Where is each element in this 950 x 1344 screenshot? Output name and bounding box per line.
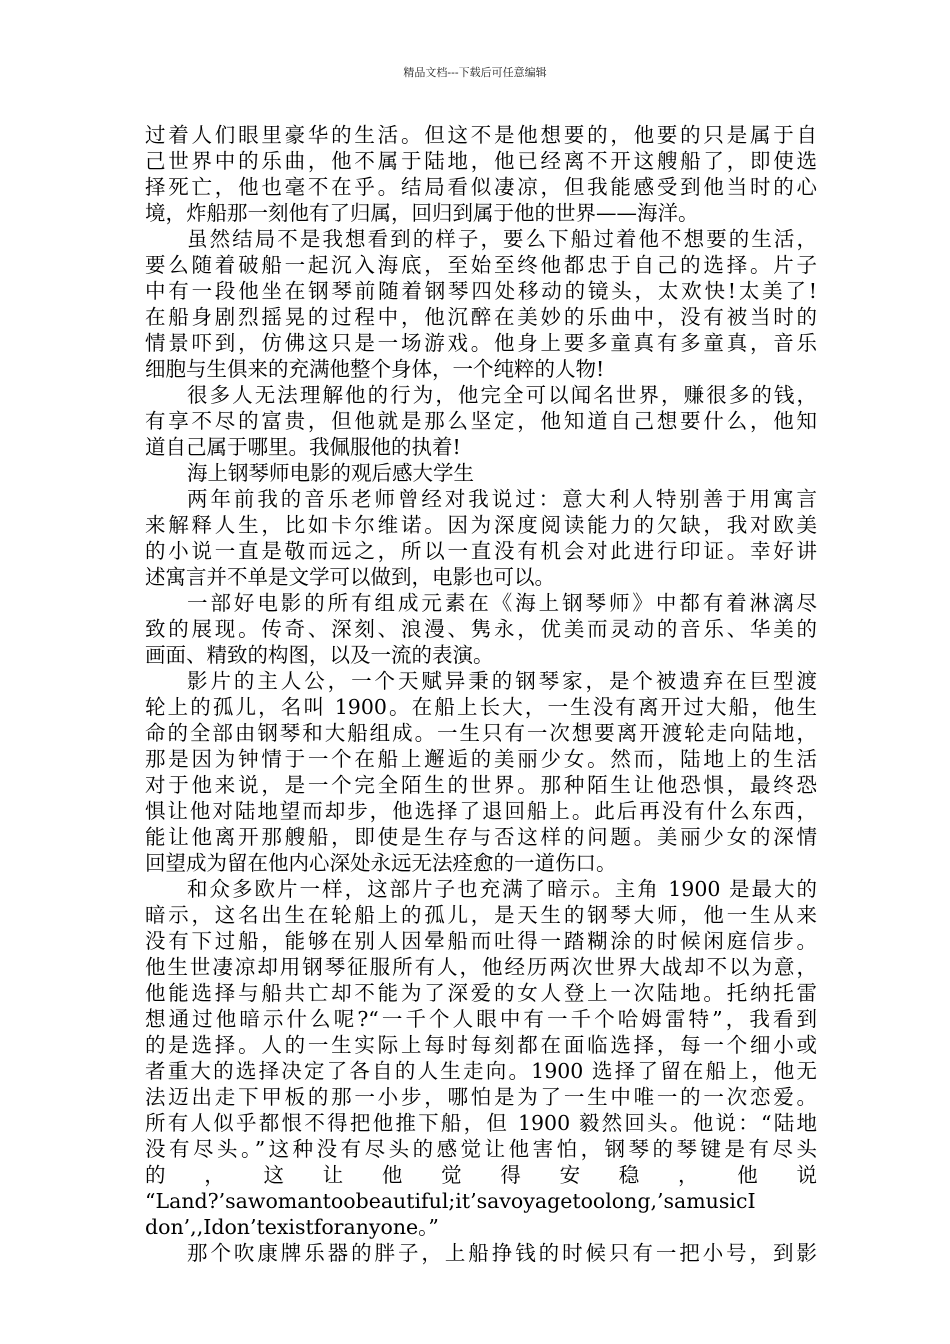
body-text-line: 画面、精致的构图，以及一流的表演。 (145, 643, 494, 667)
body-text-line: 那个吹康牌乐器的胖子，上船挣钱的时候只有一把小号，到影 (187, 1241, 817, 1265)
body-text-line: 的 ， 这 让 他 觉 得 安 稳 ， 他 说 (145, 1163, 817, 1187)
body-text-line: 细胞与生俱来的充满他整个身体，一个纯粹的人物! (145, 357, 605, 381)
body-text-line: 两年前我的音乐老师曾经对我说过：意大利人特别善于用寓言 (187, 487, 817, 511)
body-text-line: 能让他离开那艘船，即使是生存与否这样的问题。美丽少女的深情 (145, 825, 817, 849)
body-text-line: 回望成为留在他内心深处永远无法痊愈的一道伤口。 (145, 851, 617, 875)
body-text-line: 那是因为钟情于一个在船上邂逅的美丽少女。然而，陆地上的生活 (145, 747, 817, 771)
body-text-line: 在船身剧烈摇晃的过程中，他沉醉在美妙的乐曲中，没有被当时的 (145, 305, 817, 329)
body-text-line: 情景吓到，仿佛这只是一场游戏。他身上要多童真有多童真，音乐 (145, 331, 817, 355)
body-text-line: 所有人似乎都恨不得把他推下船，但 1900 毅然回头。他说：“陆地 (145, 1111, 817, 1135)
body-text-line: 和众多欧片一样，这部片子也充满了暗示。主角 1900 是最大的 (187, 877, 817, 901)
body-text-line: 择死亡，他也毫不在乎。结局看似凄凉，但我能感受到他当时的心 (145, 175, 817, 199)
body-text-line: 道自己属于哪里。我佩服他的执着! (145, 435, 461, 459)
body-text-line: 过着人们眼里豪华的生活。但这不是他想要的，他要的只是属于自 (145, 123, 817, 147)
body-text-line: “Land?’sawomantoobeautiful;it’savoyagetoolong,’samusicI (145, 1189, 756, 1213)
body-text-line: 有享不尽的富贵，但他就是那么坚定，他知道自己想要什么，他知 (145, 409, 817, 433)
body-text-line: 来解释人生，比如卡尔维诺。因为深度阅读能力的欠缺，我对欧美 (145, 513, 817, 537)
body-text-line: 境，炸船那一刻他有了归属，回归到属于他的世界——海洋。 (145, 201, 699, 225)
body-text-line: 者重大的选择决定了各自的人生走向。1900 选择了留在船上，他无 (145, 1059, 817, 1083)
body-text-line: 命的全部由钢琴和大船组成。一生只有一次想要离开渡轮走向陆地， (145, 721, 817, 745)
body-text-line: 己世界中的乐曲，他不属于陆地，他已经离不开这艘船了，即使选 (145, 149, 817, 173)
body-text-line: 他生世凄凉却用钢琴征服所有人，他经历两次世界大战却不以为意， (145, 955, 817, 979)
body-text-line: 海上钢琴师电影的观后感大学生 (187, 461, 474, 485)
body-text-line: 想通过他暗示什么呢?“一千个人眼中有一千个哈姆雷特”，我看到 (145, 1007, 817, 1031)
body-text-line: don’,,Idon’texistforanyone。” (145, 1215, 439, 1239)
page-header: 精品文档---下载后可任意编辑 (403, 66, 547, 79)
body-text-line: 述寓言并不单是文学可以做到，电影也可以。 (145, 565, 555, 589)
body-text-line: 没有尽头。”这种没有尽头的感觉让他害怕，钢琴的琴键是有尽头 (145, 1137, 817, 1161)
body-text-line: 的是选择。人的一生实际上每时每刻都在面临选择，每一个细小或 (145, 1033, 817, 1057)
body-text-line: 轮上的孤儿，名叫 1900。在船上长大，一生没有离开过大船，他生 (145, 695, 817, 719)
body-text-line: 致的展现。传奇、深刻、浪漫、隽永，优美而灵动的音乐、华美的 (145, 617, 817, 641)
body-text-line: 暗示，这名出生在轮船上的孤儿，是天生的钢琴大师，他一生从来 (145, 903, 817, 927)
body-text-line: 没有下过船，能够在别人因晕船而吐得一踏糊涂的时候闲庭信步。 (145, 929, 817, 953)
body-text-line: 中有一段他坐在钢琴前随着钢琴四处移动的镜头，太欢快!太美了! (145, 279, 817, 303)
body-text-line: 惧让他对陆地望而却步，他选择了退回船上。此后再没有什么东西， (145, 799, 817, 823)
body-text-line: 影片的主人公，一个天赋异秉的钢琴家，是个被遗弃在巨型渡 (187, 669, 817, 693)
body-text-line: 要么随着破船一起沉入海底，至始至终他都忠于自己的选择。片子 (145, 253, 817, 277)
body-text-line: 的小说一直是敬而远之，所以一直没有机会对此进行印证。幸好讲 (145, 539, 817, 563)
body-text-line: 法迈出走下甲板的那一小步，哪怕是为了一生中唯一的一次恋爱。 (145, 1085, 817, 1109)
document-body (145, 122, 817, 1266)
body-text-line: 一部好电影的所有组成元素在《海上钢琴师》中都有着淋漓尽 (187, 591, 817, 615)
body-text-line: 很多人无法理解他的行为，他完全可以闻名世界，赚很多的钱， (187, 383, 817, 407)
body-text-line: 对于他来说，是一个完全陌生的世界。那种陌生让他恐惧，最终恐 (145, 773, 817, 797)
body-text-line: 他能选择与船共亡却不能为了深爱的女人登上一次陆地。托纳托雷 (145, 981, 817, 1005)
body-text-line: 虽然结局不是我想看到的样子，要么下船过着他不想要的生活， (187, 227, 817, 251)
